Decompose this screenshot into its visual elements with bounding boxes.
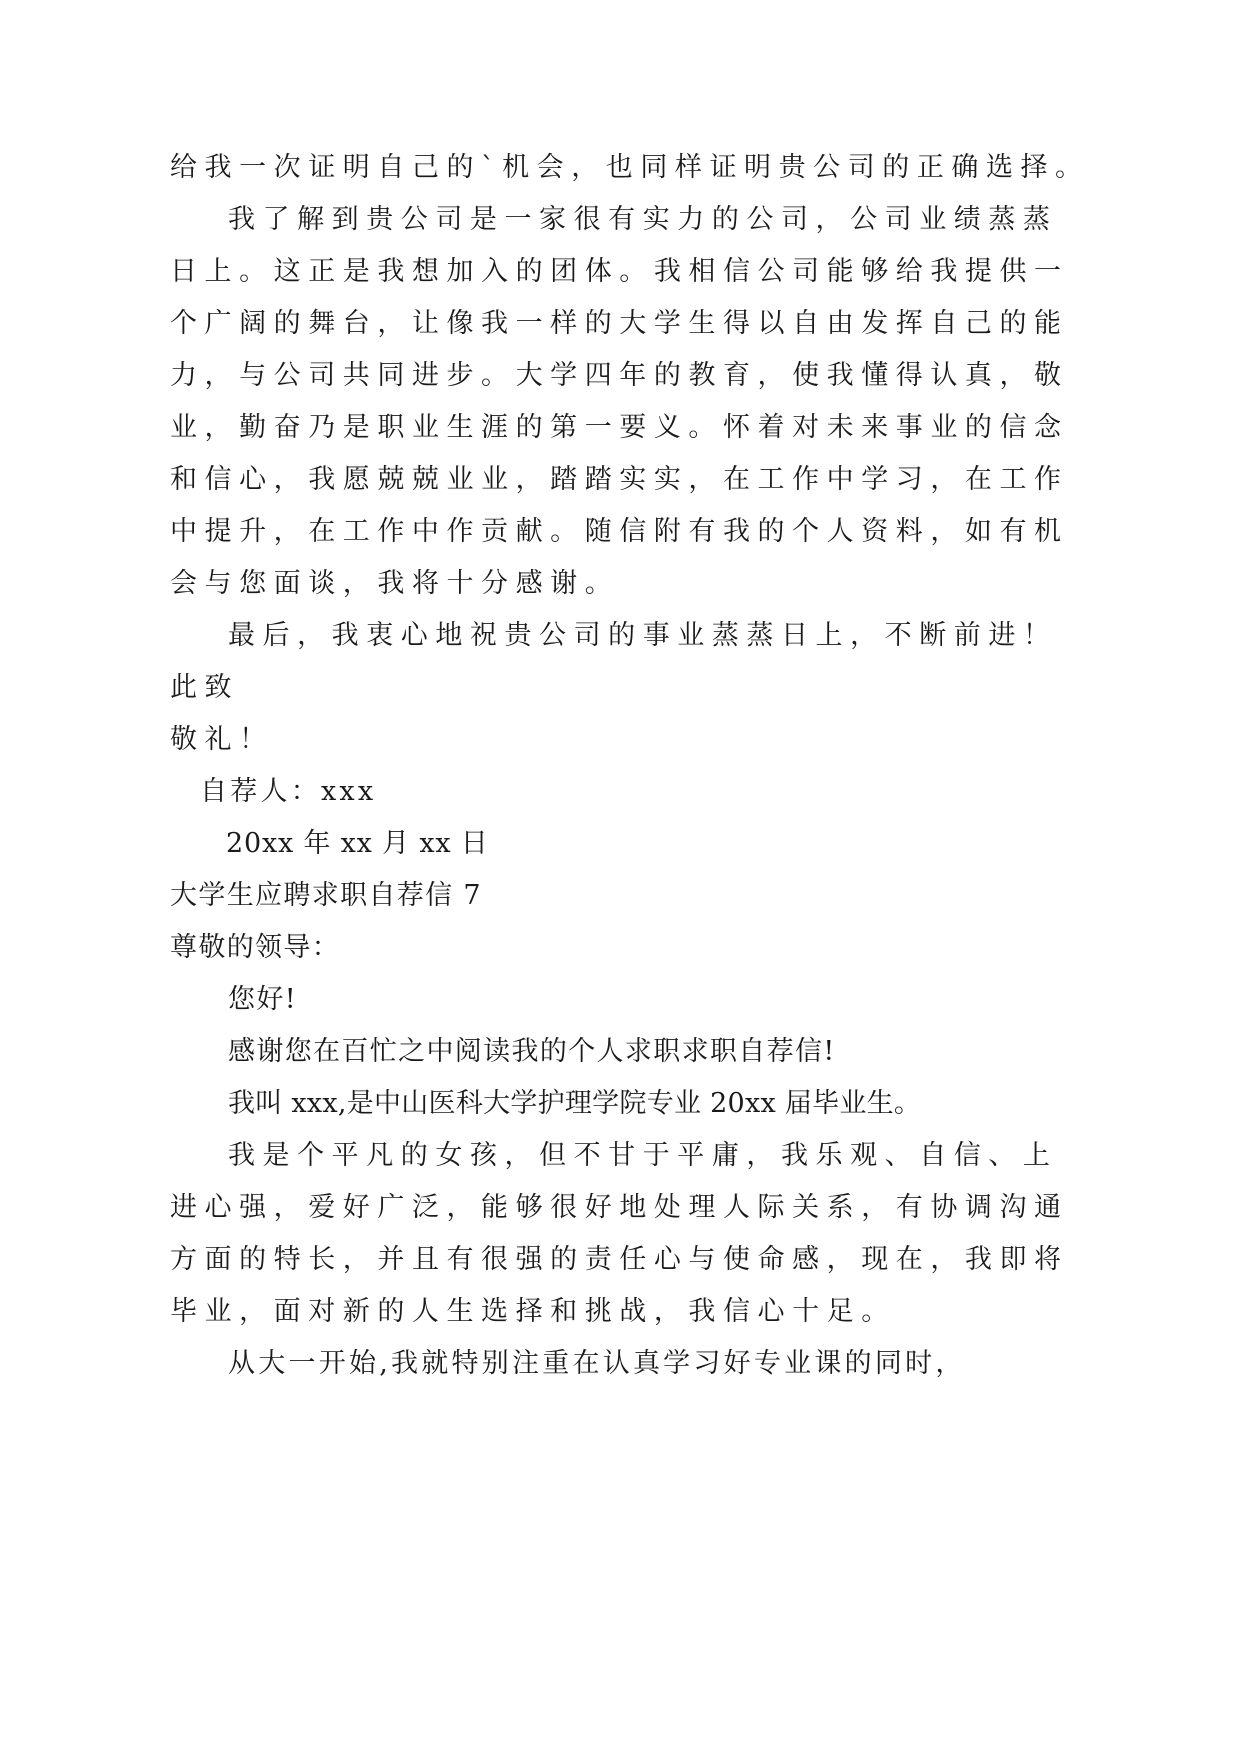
text-line: 和信心，我愿兢兢业业，踏踏实实，在工作中学习，在工作 bbox=[170, 464, 1069, 495]
text-line: 我叫 xxx,是中山医科大学护理学院专业 20xx 届毕业生。 bbox=[228, 1088, 922, 1119]
text-line: 我是个平凡的女孩，但不甘于平庸，我乐观、自信、上 bbox=[228, 1140, 1058, 1171]
signature-line: 自荐人：xxx bbox=[200, 776, 377, 807]
text-line: 从大一开始,我就特别注重在认真学习好专业课的同时， bbox=[228, 1348, 966, 1379]
salutation-line: 敬礼！ bbox=[170, 724, 274, 755]
section-title: 大学生应聘求职自荐信 7 bbox=[170, 880, 482, 911]
text-line: 最后，我衷心地祝贵公司的事业蒸蒸日上，不断前进！ bbox=[228, 620, 1058, 651]
text-line: 方面的特长，并且有很强的责任心与使命感，现在，我即将 bbox=[170, 1244, 1069, 1275]
greeting-line: 尊敬的领导： bbox=[170, 932, 341, 963]
text-line: 毕业，面对新的人生选择和挑战，我信心十足。 bbox=[170, 1296, 896, 1327]
text-line: 您好! bbox=[228, 984, 297, 1015]
text-line: 进心强，爱好广泛，能够很好地处理人际关系，有协调沟通 bbox=[170, 1192, 1069, 1223]
text-line: 我了解到贵公司是一家很有实力的公司，公司业绩蒸蒸 bbox=[228, 204, 1058, 235]
date-line: 20xx 年 xx 月 xx 日 bbox=[226, 828, 489, 859]
text-line: 感谢您在百忙之中阅读我的个人求职求职自荐信! bbox=[228, 1036, 836, 1067]
text-line: 个广阔的舞台，让像我一样的大学生得以自由发挥自己的能 bbox=[170, 308, 1069, 339]
text-line: 会与您面谈，我将十分感谢。 bbox=[170, 568, 620, 599]
text-line: 业，勤奋乃是职业生涯的第一要义。怀着对未来事业的信念 bbox=[170, 412, 1069, 443]
text-line: 给我一次证明自己的`机会，也同样证明贵公司的正确选择。 bbox=[170, 152, 1090, 183]
salutation-line: 此致 bbox=[170, 672, 240, 703]
text-line: 日上。这正是我想加入的团体。我相信公司能够给我提供一 bbox=[170, 256, 1069, 287]
text-line: 中提升，在工作中作贡献。随信附有我的个人资料，如有机 bbox=[170, 516, 1069, 547]
text-line: 力，与公司共同进步。大学四年的教育，使我懂得认真，敬 bbox=[170, 360, 1069, 391]
